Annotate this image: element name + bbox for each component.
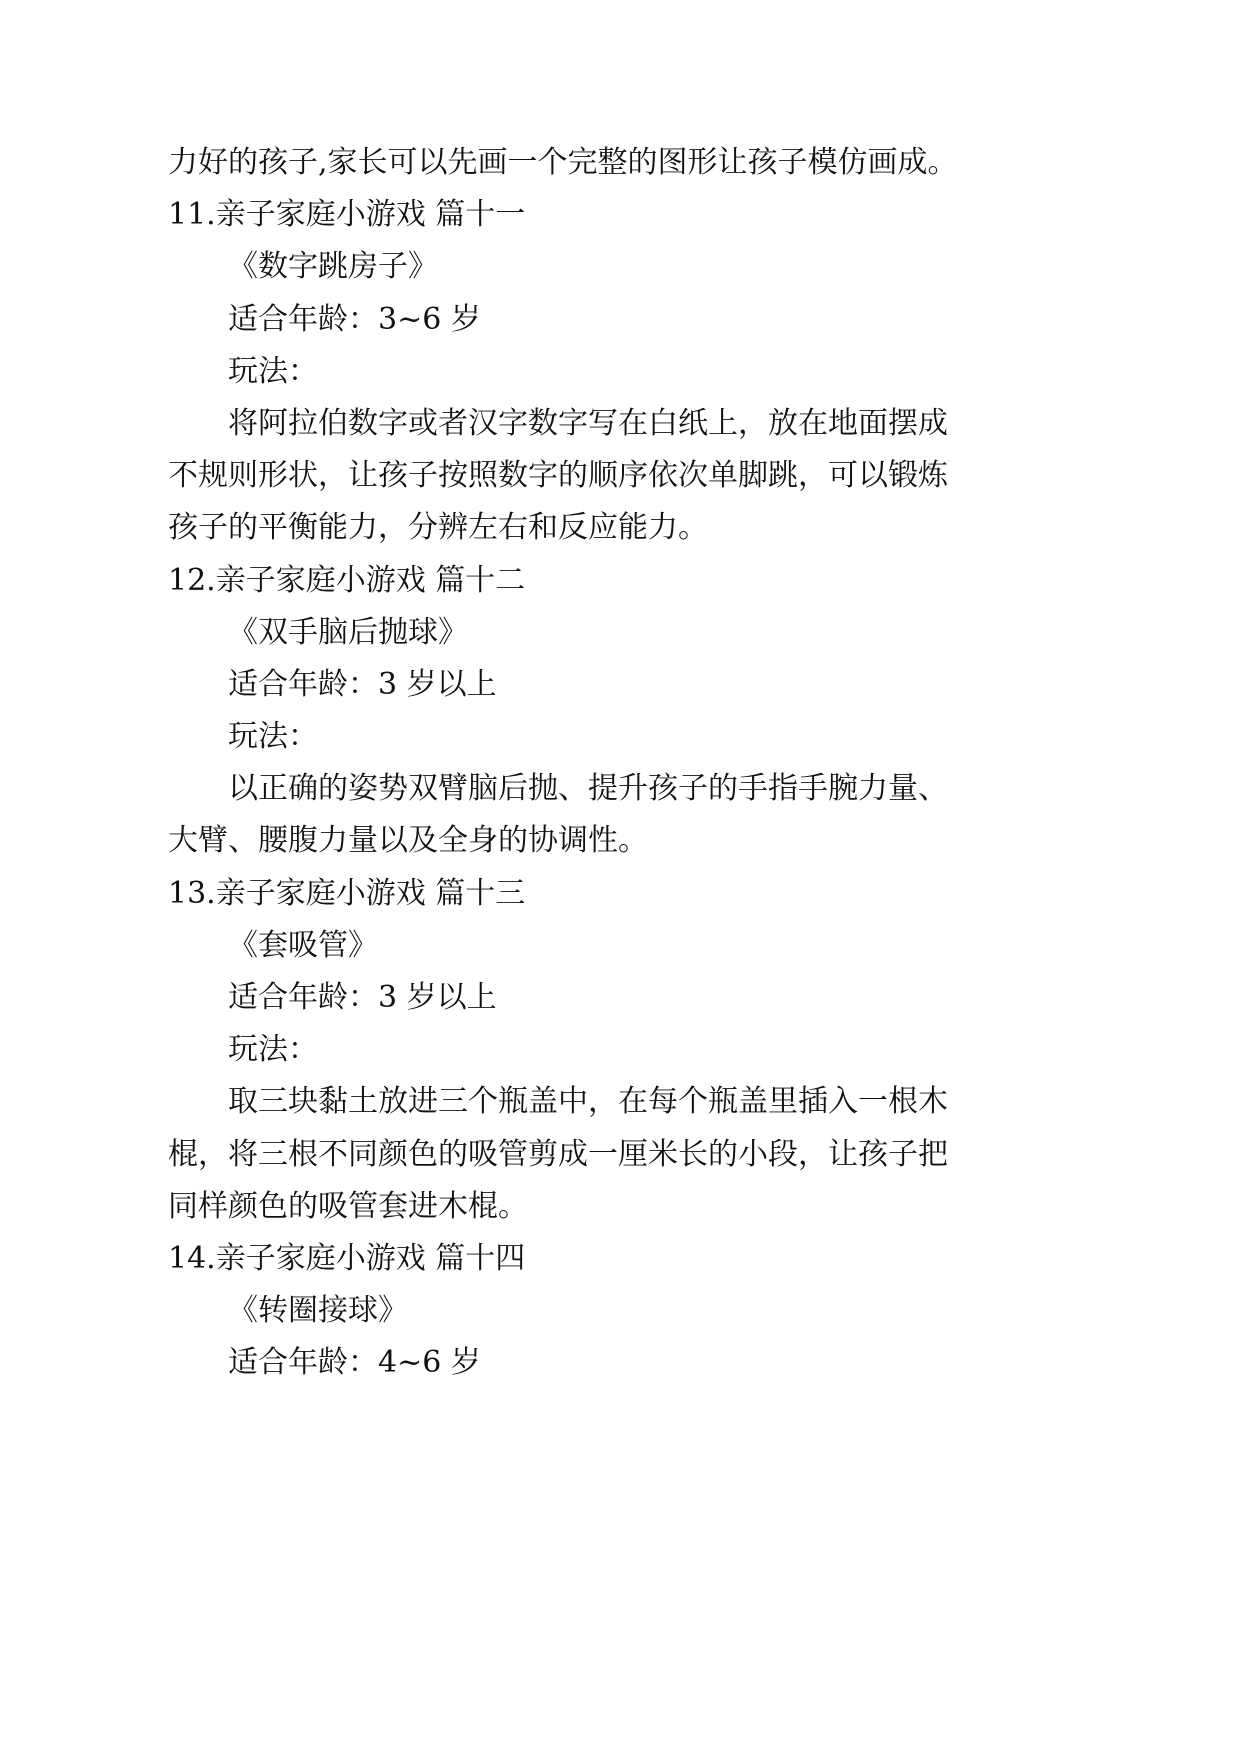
section-heading: 12.亲子家庭小游戏 篇十二 [168,562,526,598]
description-line: 以正确的姿势双臂脑后抛、提升孩子的手指手腕力量、 [228,771,948,807]
description-line: 取三块黏土放进三个瓶盖中，在每个瓶盖里插入一根木 [228,1084,948,1120]
game-section-11 [0,189,1241,554]
game-description [0,398,1241,555]
description-line: 不规则形状，让孩子按照数字的顺序依次单脚跳，可以锻炼 [168,458,948,494]
continuation-text-line: 力好的孩子,家长可以先画一个完整的图形让孩子模仿画成。 [168,145,958,180]
play-label: 玩法： [228,1032,318,1068]
game-title: 《转圈接球》 [228,1293,408,1329]
description-line: 大臂、腰腹力量以及全身的协调性。 [168,823,648,859]
game-title: 《双手脑后抛球》 [228,614,468,650]
section-heading: 13.亲子家庭小游戏 篇十三 [168,875,526,911]
suitable-age: 适合年龄：3~6 岁 [228,301,481,337]
suitable-age: 适合年龄：3 岁以上 [228,980,497,1015]
game-description [0,1076,1241,1233]
description-line: 同样颜色的吸管套进木棍。 [168,1188,528,1224]
section-heading: 11.亲子家庭小游戏 篇十一 [168,197,526,233]
play-label: 玩法： [228,719,318,755]
game-description [0,763,1241,867]
suitable-age: 适合年龄：3 岁以上 [228,666,497,702]
game-section-14 [0,1233,1241,1390]
game-section-12 [0,555,1241,868]
play-label: 玩法： [228,353,318,389]
game-section-13 [0,868,1241,1233]
section-heading: 14.亲子家庭小游戏 篇十四 [168,1240,526,1276]
description-line: 将阿拉伯数字或者汉字数字写在白纸上，放在地面摆成 [228,405,948,441]
game-title: 《数字跳房子》 [228,249,438,285]
suitable-age: 适合年龄：4~6 岁 [228,1345,481,1381]
description-line: 孩子的平衡能力，分辨左右和反应能力。 [168,510,708,546]
description-line: 棍，将三根不同颜色的吸管剪成一厘米长的小段，让孩子把 [168,1136,948,1172]
game-title: 《套吸管》 [228,927,378,963]
